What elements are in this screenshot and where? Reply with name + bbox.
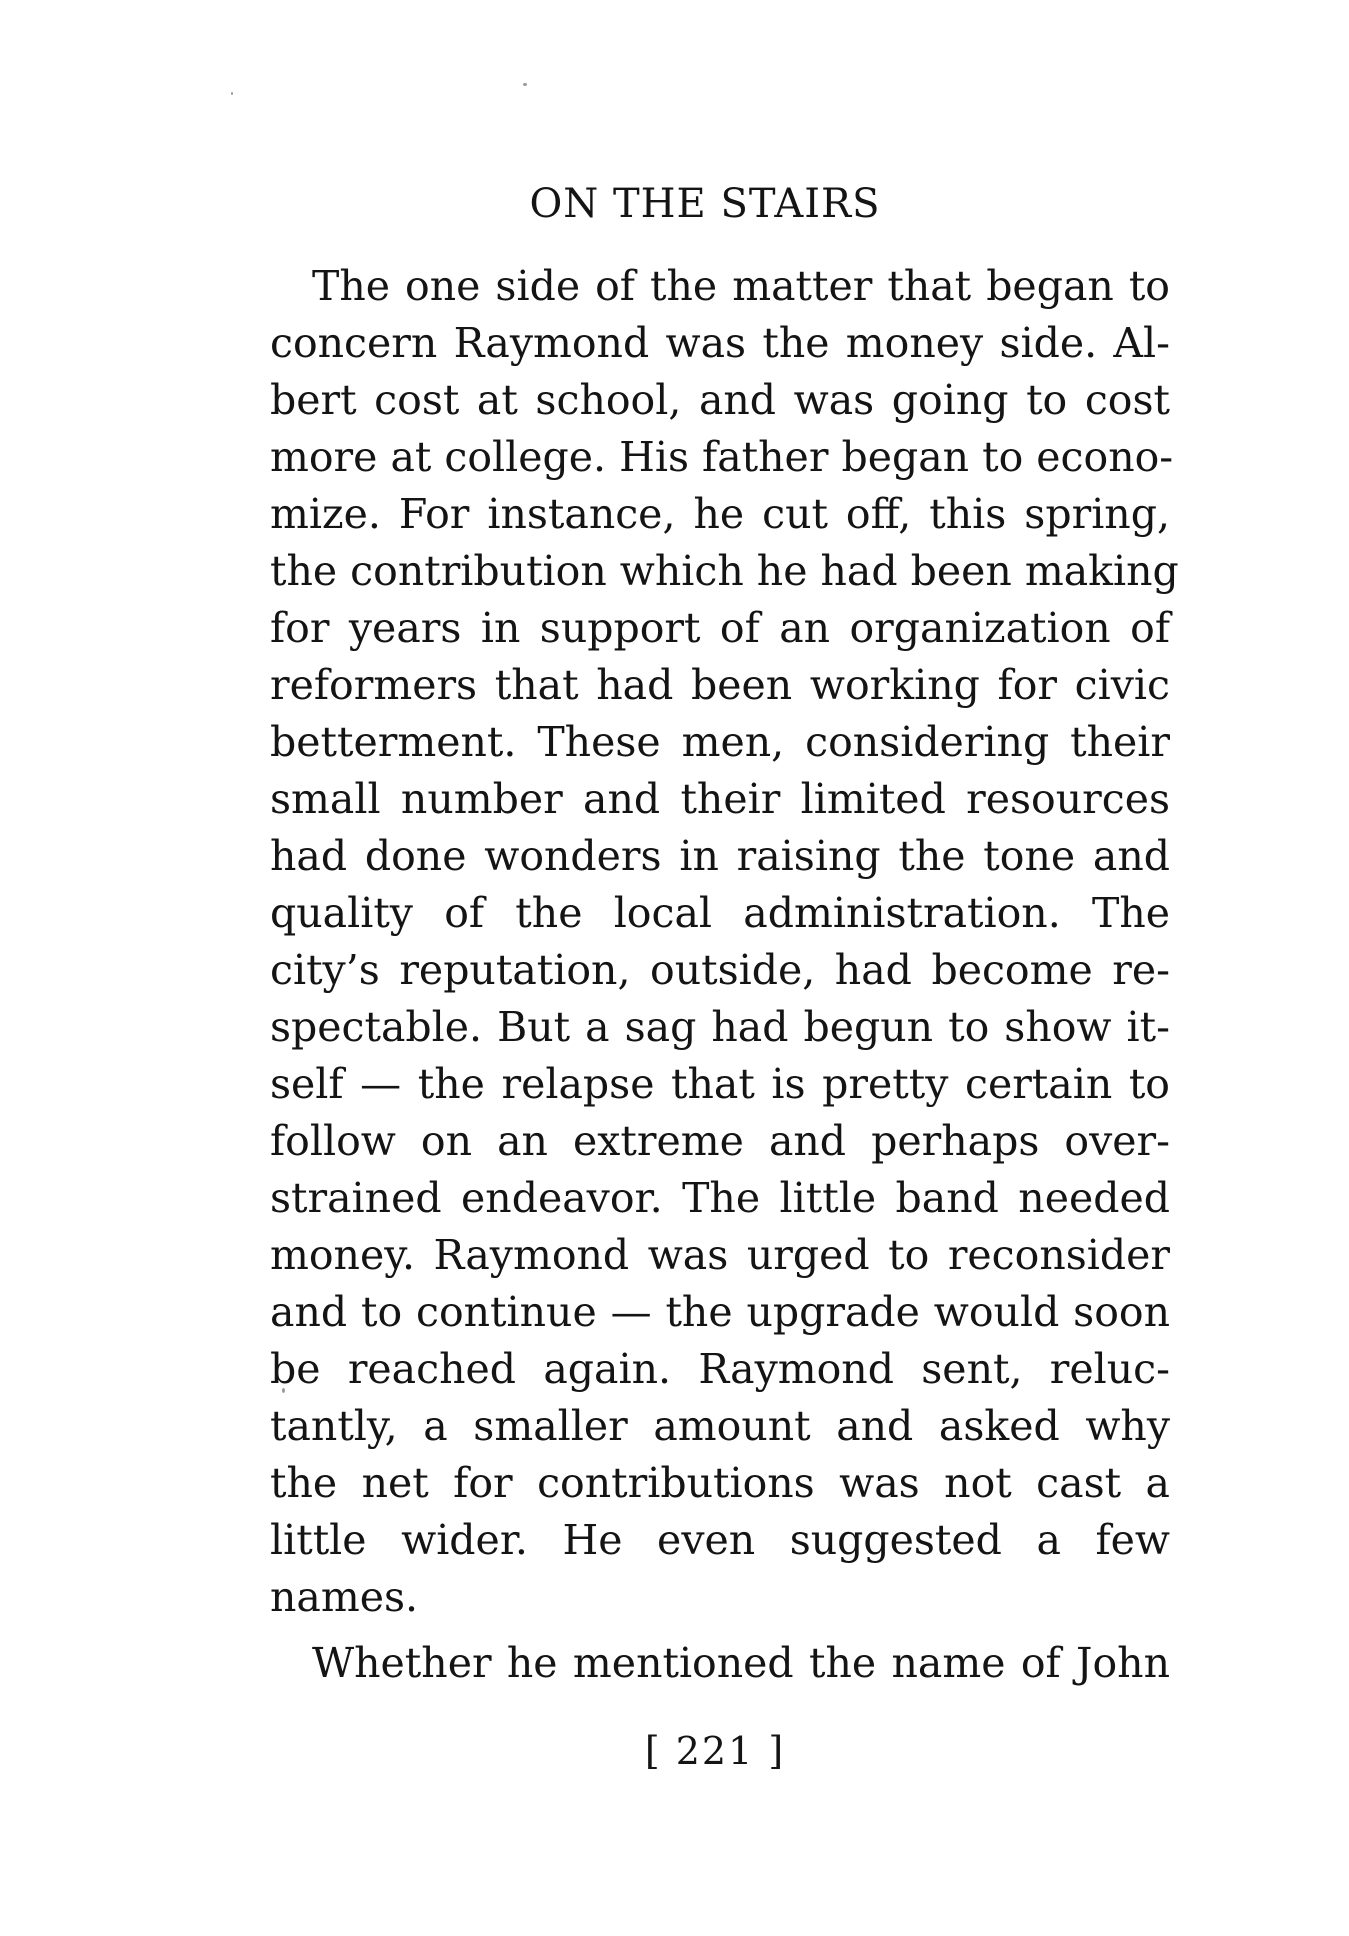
text-line: strained endeavor. The little band needed: [270, 1174, 1170, 1222]
running-head: ON THE STAIRS: [529, 181, 881, 227]
text-line: had done wonders in raising the tone and: [270, 832, 1170, 880]
text-line: be reached again. Raymond sent, reluc-: [270, 1345, 1170, 1393]
text-line: for years in support of an organization of: [270, 604, 1170, 652]
text-line: little wider. He even suggested a few: [270, 1516, 1170, 1564]
text-line: and to continue — the upgrade would soon: [270, 1288, 1170, 1336]
paragraph-1: [270, 258, 1179, 1626]
text-line: small number and their limited resources: [270, 775, 1170, 823]
text-line: spectable. But a sag had begun to show it-: [270, 1003, 1170, 1051]
text-line: bert cost at school, and was going to cost: [270, 376, 1170, 424]
text-line: tantly, a smaller amount and asked why: [270, 1402, 1170, 1450]
text-line: quality of the local administration. The: [270, 889, 1170, 937]
print-speck: [231, 92, 233, 95]
paragraph-2: [270, 1635, 1170, 1692]
page-number: [ 221 ]: [644, 1729, 786, 1773]
print-speck: [523, 83, 527, 86]
text-line: The one side of the matter that began to: [312, 262, 1170, 310]
text-line: more at college. His father began to econo-: [270, 433, 1174, 481]
text-line: names.: [270, 1573, 419, 1621]
text-line: concern Raymond was the money side. Al-: [270, 319, 1170, 367]
text-line: the contribution which he had been making: [270, 547, 1179, 595]
text-line: the net for contributions was not cast a: [270, 1459, 1170, 1507]
text-line: Whether he mentioned the name of John: [312, 1639, 1170, 1687]
text-line: self — the relapse that is pretty certain to: [270, 1060, 1170, 1108]
text-line: betterment. These men, considering their: [270, 718, 1170, 766]
text-line: follow on an extreme and perhaps over-: [270, 1117, 1170, 1165]
text-line: reformers that had been working for civic: [270, 661, 1170, 709]
text-line: money. Raymond was urged to reconsider: [270, 1231, 1170, 1279]
text-line: mize. For instance, he cut off, this spring,: [270, 490, 1170, 538]
text-line: city’s reputation, outside, had become re-: [270, 946, 1170, 994]
